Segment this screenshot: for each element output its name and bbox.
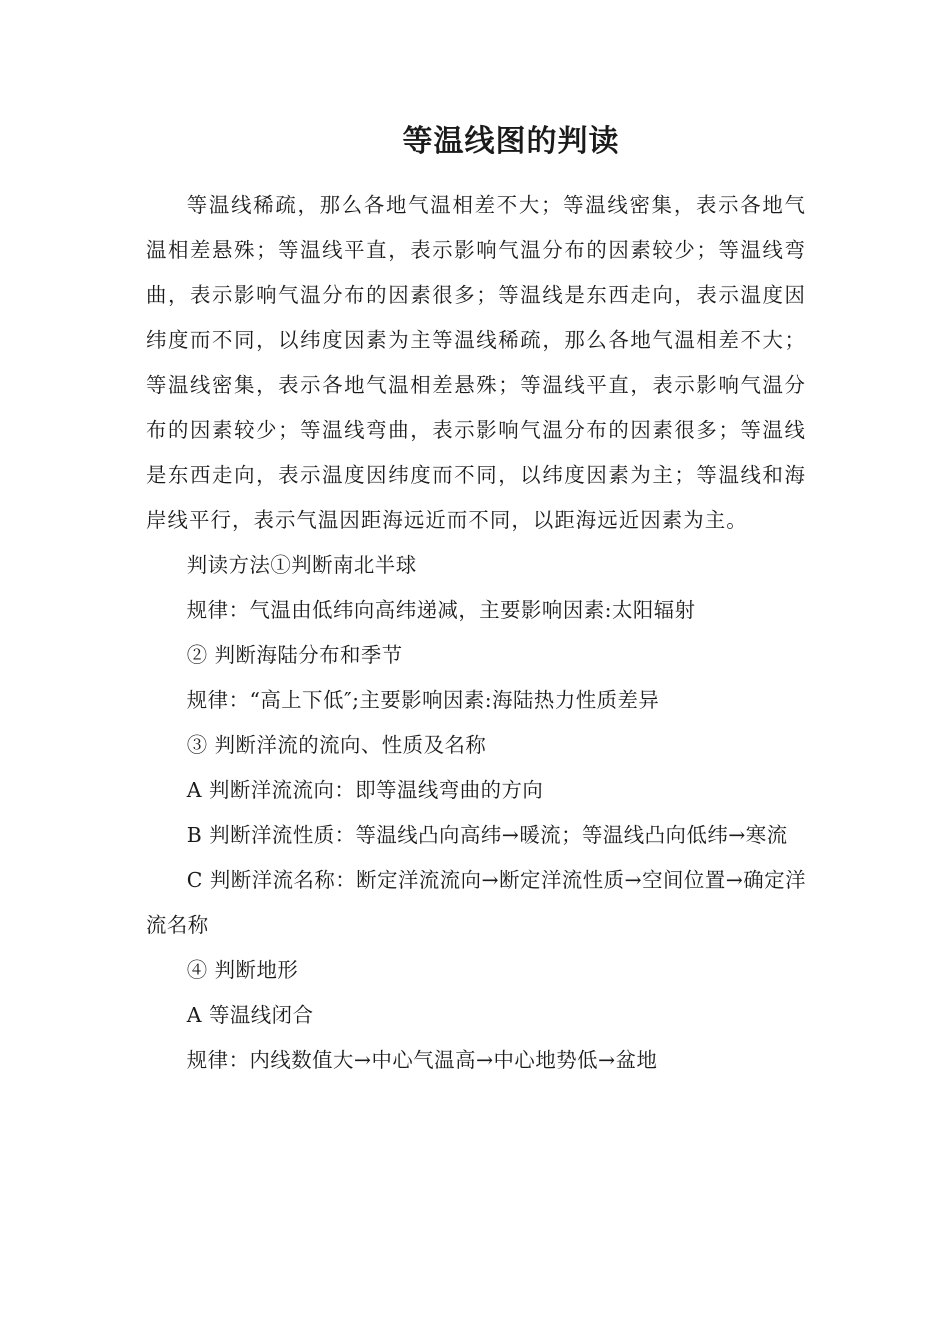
paragraph-current-name: C 判断洋流名称：断定洋流流向→断定洋流性质→空间位置→确定洋流名称 [146,868,806,937]
paragraph-method-1: 判读方法①判断南北半球 [186,553,417,577]
paragraph-rule-1: 规律：气温由低纬向高纬递减，主要影响因素:太阳辐射 [186,598,696,622]
paragraph-rule-2: 规律：“高上下低″;主要影响因素:海陆热力性质差异 [186,688,660,712]
paragraph-intro: 等温线稀疏，那么各地气温相差不大；等温线密集，表示各地气温相差悬殊；等温线平直，表示影响气温分布的因素较少；等温线弯曲，表示影响气温分布的因素很多；等温线是东西走向，表示温度因纬度而不同，以纬度因素为主等温线稀疏，那么各地气温相差不大；等温线密集，表示各地气温相差悬殊；等温线平直，表示影响气温分布的因素较少；等温线弯曲，表示影响气温分布的因素很多；等温线是东西走向，表示温度因纬度而不同，以纬度因素为主；等温线和海岸线平行，表示气温因距海远近而不同，以距海远近因素为主。 [146,193,806,532]
paragraph-rule-basin: 规律：内线数值大→中心气温高→中心地势低→盆地 [186,1048,658,1072]
paragraph-closed-isotherm: A 等温线闭合 [186,1003,314,1027]
document-title: 等温线图的判读 [402,124,620,159]
document-body [146,183,806,1083]
paragraph-current-direction: A 判断洋流流向：即等温线弯曲的方向 [186,778,544,802]
paragraph-method-3: ③ 判断洋流的流向、性质及名称 [186,733,487,757]
paragraph-current-nature: B 判断洋流性质：等温线凸向高纬→暖流；等温线凸向低纬→寒流 [186,823,788,847]
paragraph-method-2: ② 判断海陆分布和季节 [186,643,403,667]
paragraph-method-4: ④ 判断地形 [186,958,299,982]
